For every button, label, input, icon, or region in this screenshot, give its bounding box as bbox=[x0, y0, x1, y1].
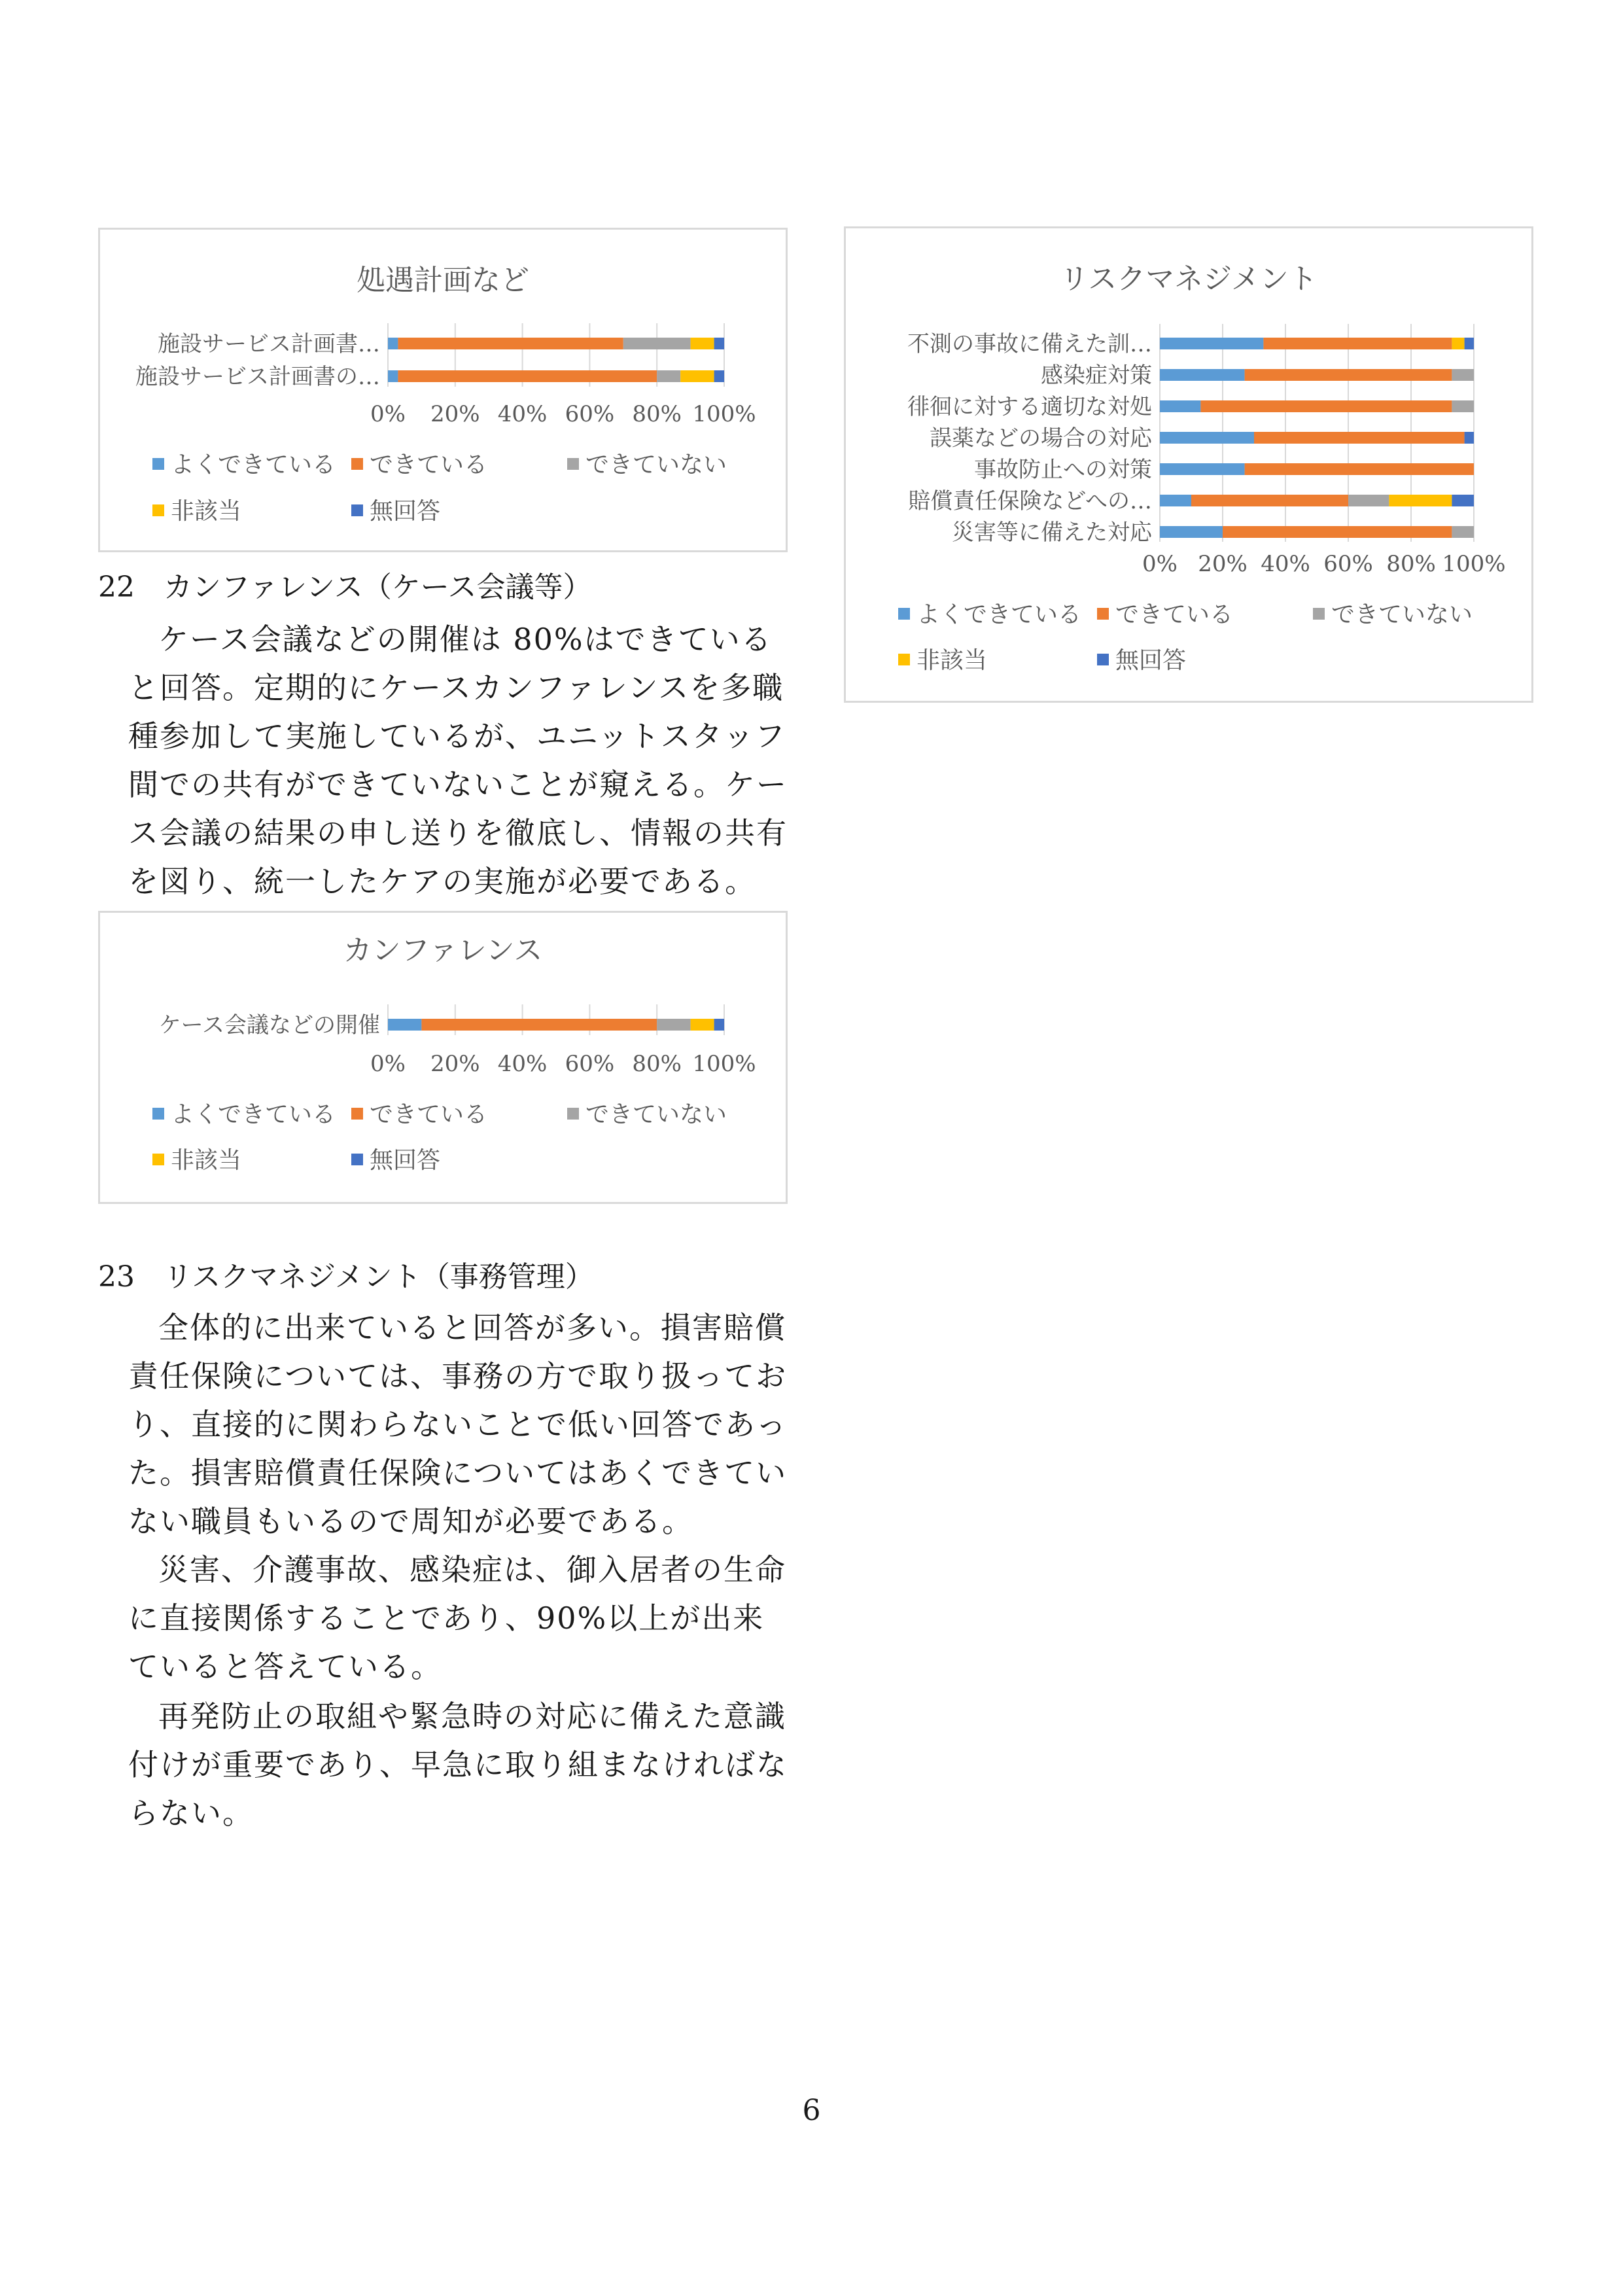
x-tick-label: 60% bbox=[565, 1051, 615, 1077]
category-label: 施設サービス計画書… bbox=[158, 331, 380, 357]
legend-swatch bbox=[351, 1154, 363, 1165]
bar-segment bbox=[1160, 338, 1263, 349]
bar-segment bbox=[1452, 369, 1474, 381]
chart-title: リスクマネジメント bbox=[1060, 262, 1318, 296]
category-label: 事故防止への対策 bbox=[974, 457, 1152, 483]
bar-segment bbox=[1245, 369, 1452, 381]
x-tick-label: 40% bbox=[497, 401, 548, 427]
legend-swatch bbox=[1097, 608, 1109, 620]
legend-label: よくできている bbox=[171, 451, 336, 478]
legend-swatch bbox=[351, 1108, 363, 1120]
category-label: 災害等に備えた対応 bbox=[952, 520, 1152, 546]
bar-segment bbox=[1348, 495, 1389, 506]
bar-segment bbox=[388, 1019, 421, 1031]
bar-segment bbox=[714, 1019, 724, 1031]
legend-swatch bbox=[152, 1108, 164, 1120]
legend-label: 非該当 bbox=[171, 1147, 242, 1174]
bar-segment bbox=[714, 370, 724, 382]
x-tick-label: 80% bbox=[1386, 551, 1436, 577]
bar-segment bbox=[1389, 495, 1452, 506]
chart-treatment-plan bbox=[98, 228, 788, 552]
chart-risk-management bbox=[844, 226, 1533, 703]
x-tick-label: 80% bbox=[632, 1051, 682, 1077]
legend-label: よくできている bbox=[916, 601, 1082, 628]
bar-segment bbox=[714, 338, 724, 349]
section-22-heading bbox=[98, 568, 592, 607]
bar-segment bbox=[1452, 400, 1474, 412]
category-label: 徘徊に対する適切な対処 bbox=[907, 394, 1152, 420]
bar-segment bbox=[1452, 338, 1464, 349]
x-tick-label: 100% bbox=[1442, 551, 1506, 577]
bar-segment bbox=[398, 338, 623, 349]
legend-label: 無回答 bbox=[1115, 647, 1187, 674]
bar-segment bbox=[388, 338, 398, 349]
bar-segment bbox=[680, 370, 714, 382]
chart-title: カンファレンス bbox=[343, 934, 543, 967]
section-23-paragraph-2: 災害、介護事故、感染症は、御入居者の生命に直接関係することであり、90%以上が出来ていると答えている。 bbox=[128, 1552, 786, 1684]
chart-conference bbox=[98, 911, 788, 1204]
x-tick-label: 0% bbox=[1142, 551, 1178, 577]
legend-label: できている bbox=[370, 451, 488, 478]
legend-label: できている bbox=[370, 1101, 488, 1128]
x-tick-label: 20% bbox=[430, 401, 480, 427]
bar-segment bbox=[1160, 432, 1254, 444]
legend-swatch bbox=[567, 458, 579, 470]
legend-swatch bbox=[1097, 654, 1109, 665]
legend-label: できている bbox=[1115, 601, 1234, 628]
bar-segment bbox=[1160, 463, 1245, 475]
bar-segment bbox=[623, 338, 691, 349]
chart-conference-svg bbox=[100, 913, 786, 1202]
legend-swatch bbox=[898, 654, 910, 665]
legend-swatch bbox=[567, 1108, 579, 1120]
category-label: 賠償責任保険などへの… bbox=[908, 488, 1152, 514]
x-tick-label: 0% bbox=[370, 401, 406, 427]
bar-segment bbox=[1160, 526, 1223, 538]
legend-label: 非該当 bbox=[171, 498, 242, 525]
section-23-heading bbox=[98, 1258, 594, 1297]
bar-segment bbox=[1465, 432, 1474, 444]
x-tick-label: 80% bbox=[632, 401, 682, 427]
legend-swatch bbox=[351, 458, 363, 470]
legend-label: 無回答 bbox=[370, 498, 441, 525]
legend-swatch bbox=[152, 1154, 164, 1165]
chart-risk-management-svg bbox=[846, 228, 1531, 701]
section-22-paragraph-1: ケース会議などの開催は 80%はできていると回答。定期的にケースカンファレンスを多職種参加して実施しているが、ユニットスタッフ間での共有ができていないことが窺える。ケース会議の結果の申し送りを徹底し、情報の共有を図り、統一したケアの実施が必要である。 bbox=[128, 622, 788, 899]
bar-segment bbox=[1160, 400, 1200, 412]
section-22-number: 22 bbox=[98, 571, 135, 604]
x-tick-label: 100% bbox=[692, 401, 756, 427]
legend-label: 非該当 bbox=[916, 647, 988, 674]
section-22-title: カンファレンス（ケース会議等） bbox=[164, 571, 592, 604]
section-23-paragraph-3: 再発防止の取組や緊急時の対応に備えた意識付けが重要であり、早急に取り組まなければならない。 bbox=[128, 1699, 788, 1831]
category-label: 感染症対策 bbox=[1041, 362, 1152, 389]
bar-segment bbox=[1452, 495, 1474, 506]
bar-segment bbox=[1160, 369, 1245, 381]
bar-segment bbox=[1245, 463, 1474, 475]
bar-segment bbox=[421, 1019, 657, 1031]
category-label: 施設サービス計画書の… bbox=[135, 364, 380, 390]
legend-label: できていない bbox=[585, 1101, 727, 1128]
legend-swatch bbox=[1313, 608, 1325, 620]
bar-segment bbox=[1191, 495, 1348, 506]
legend-label: よくできている bbox=[171, 1101, 336, 1128]
page-number: 6 bbox=[802, 2094, 821, 2127]
bar-segment bbox=[1200, 400, 1452, 412]
legend-swatch bbox=[152, 458, 164, 470]
section-23-number: 23 bbox=[98, 1260, 135, 1294]
x-tick-label: 40% bbox=[1261, 551, 1310, 577]
bar-segment bbox=[1223, 526, 1452, 538]
bar-segment bbox=[398, 370, 657, 382]
bar-segment bbox=[1254, 432, 1465, 444]
legend-label: 無回答 bbox=[370, 1147, 441, 1174]
x-tick-label: 20% bbox=[430, 1051, 480, 1077]
x-tick-label: 40% bbox=[497, 1051, 548, 1077]
x-tick-label: 60% bbox=[565, 401, 615, 427]
chart-title: 処遇計画など bbox=[357, 264, 529, 297]
legend-swatch bbox=[898, 608, 910, 620]
bar-segment bbox=[1452, 526, 1474, 538]
bar-segment bbox=[388, 370, 398, 382]
bar-segment bbox=[1160, 495, 1191, 506]
x-tick-label: 100% bbox=[692, 1051, 756, 1077]
section-23-title: リスクマネジメント（事務管理） bbox=[164, 1260, 594, 1294]
legend-label: できていない bbox=[1331, 601, 1473, 628]
bar-segment bbox=[657, 370, 680, 382]
legend-label: できていない bbox=[585, 451, 727, 478]
bar-segment bbox=[691, 1019, 714, 1031]
x-tick-label: 0% bbox=[370, 1051, 406, 1077]
legend-swatch bbox=[152, 504, 164, 516]
bar-segment bbox=[1263, 338, 1452, 349]
category-label: ケース会議などの開催 bbox=[158, 1012, 380, 1038]
bar-segment bbox=[657, 1019, 690, 1031]
section-23-paragraph-1: 全体的に出来ていると回答が多い。損害賠償責任保険については、事務の方で取り扱っており、直接的に関わらないことで低い回答であった。損害賠償責任保険についてはあくできていない職員もいるので周知が必要である。 bbox=[128, 1310, 788, 1539]
x-tick-label: 60% bbox=[1323, 551, 1373, 577]
chart-treatment-plan-svg bbox=[100, 230, 786, 550]
bar-segment bbox=[1465, 338, 1474, 349]
x-tick-label: 20% bbox=[1198, 551, 1248, 577]
legend-swatch bbox=[351, 504, 363, 516]
category-label: 誤薬などの場合の対応 bbox=[930, 425, 1152, 451]
category-label: 不測の事故に備えた訓… bbox=[907, 331, 1152, 357]
bar-segment bbox=[691, 338, 714, 349]
